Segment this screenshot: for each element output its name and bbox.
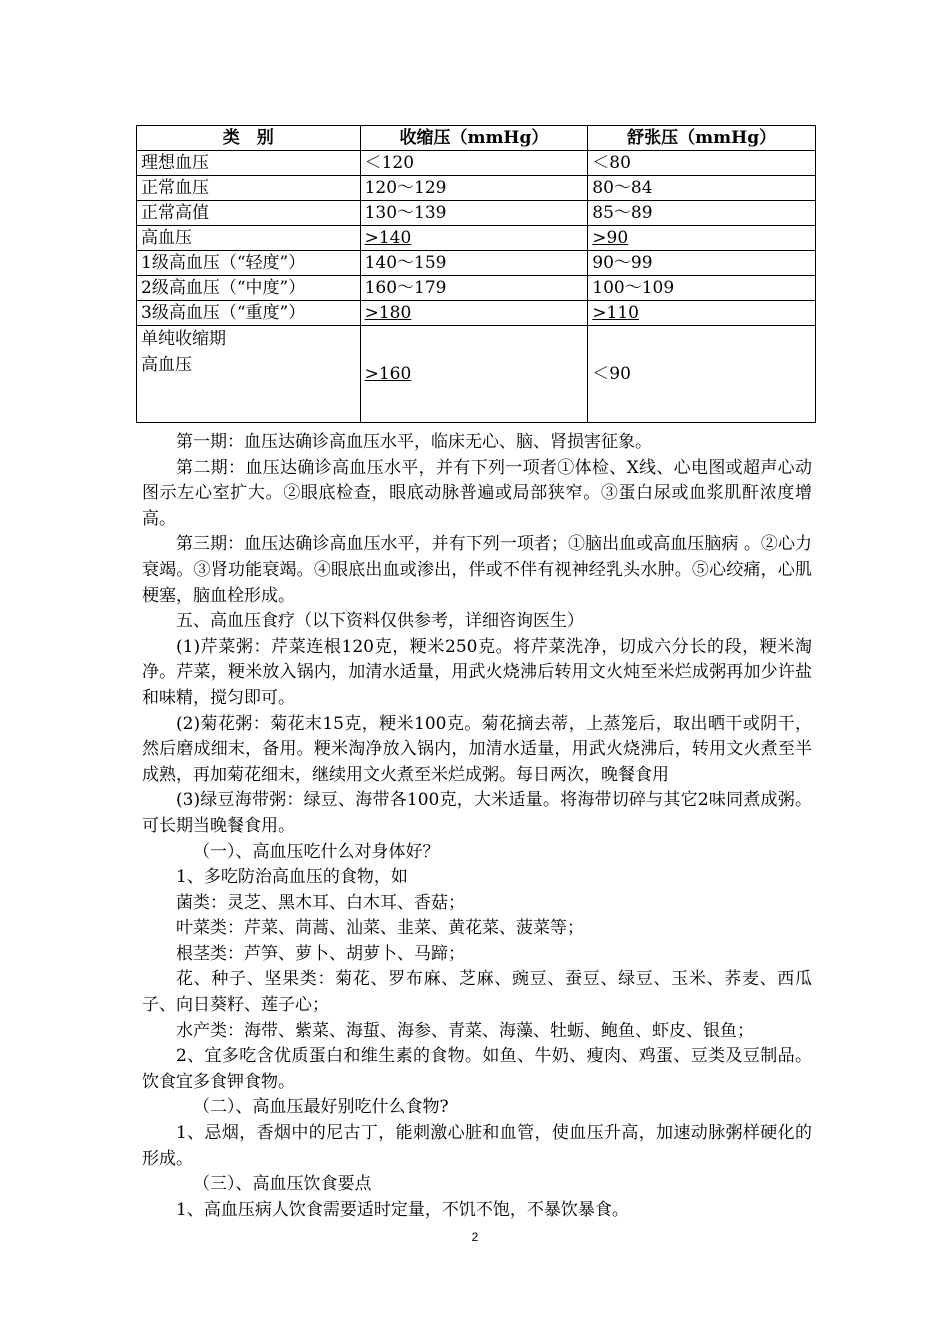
cell-category: 3级高血压（“重度”） [137,301,361,326]
section-heading: 五、高血压食疗（以下资料仅供参考，详细咨询医生） [176,611,584,632]
paragraph: 水产类：海带、紫菜、海蜇、海参、青菜、海藻、牡蛎、鲍鱼、虾皮、银鱼； [176,1020,754,1041]
table-header-row [137,126,816,151]
paragraph: 花、种子、坚果类：菊花、罗布麻、芝麻、豌豆、蚕豆、绿豆、玉米、荞麦、西瓜子、向日葵籽、莲子心； [142,969,812,1016]
paragraph: 根茎类：芦笋、萝卜、胡萝卜、马蹄； [176,943,465,964]
table-row [137,251,816,276]
cell-systolic: ＜120 [360,151,588,176]
paragraph: 2、宜多吃含优质蛋白和维生素的食物。如鱼、牛奶、瘦肉、鸡蛋、豆类及豆制品。饮食宜多食钾食物。 [142,1046,812,1092]
cell-systolic: >160 [360,326,588,423]
section-heading: （二）、高血压最好别吃什么食物? [193,1097,449,1118]
section-heading: （一）、高血压吃什么对身体好？ [193,841,440,862]
paragraph: 第一期：血压达确诊高血压水平，临床无心、脑、肾损害征象。 [176,432,652,452]
paragraph: 菌类：灵芝、黑木耳、白木耳、香菇； [176,892,465,913]
cell-category: 正常血压 [137,176,361,201]
cell-systolic: >180 [360,301,588,326]
cell-diastolic: 80～84 [588,176,816,201]
header-category: 类 别 [137,126,361,151]
page-number: 2 [471,1230,479,1244]
cell-diastolic: 100～109 [588,276,816,301]
cell-category-line: 高血压 [141,355,192,375]
table-row [137,201,816,226]
cell-category-line: 单纯收缩期 [141,329,226,349]
cell-diastolic: >90 [588,226,816,251]
table-row [137,176,816,201]
cell-systolic: 130～139 [360,201,588,226]
header-systolic: 收缩压（mmHg） [360,126,588,151]
cell-diastolic: 85～89 [588,201,816,226]
cell-category: 2级高血压（“中度”） [137,276,361,301]
paragraph: 叶菜类：芹菜、茼蒿、汕菜、韭菜、黄花菜、菠菜等； [176,918,584,939]
paragraph: 1、多吃防治高血压的食物，如 [176,867,408,888]
cell-category: 1级高血压（“轻度”） [137,251,361,276]
cell-systolic: 140～159 [360,251,588,276]
cell-diastolic: ＜80 [588,151,816,176]
paragraph: 第三期：血压达确诊高血压水平，并有下列一项者；①脑出血或高血压脑病 。②心力衰竭。③肾功能衰竭。④眼底出血或渗出，伴或不伴有视神经乳头水肿。⑤心绞痛，心肌梗塞，脑血栓形成。 [142,534,812,606]
cell-systolic: 120～129 [360,176,588,201]
cell-category: 正常高值 [137,201,361,226]
table-row [137,301,816,326]
cell-category [137,326,361,423]
paragraph: (3)绿豆海带粥：绿豆、海带各100克，大米适量。将海带切碎与其它2味同煮成粥。可长期当晚餐食用。 [142,790,812,836]
body-text [142,430,812,1223]
cell-diastolic: 90～99 [588,251,816,276]
table-row [137,151,816,176]
paragraph: (2)菊花粥：菊花末15克，粳米100克。菊花摘去蒂，上蒸笼后，取出晒干或阴干，然后磨成细末，备用。粳米淘净放入锅内，加清水适量，用武火烧沸后，转用文火煮至半成熟，再加菊花细末，继续用文火煮至米烂成粥。每日两次，晚餐食用 [142,713,812,785]
cell-category: 高血压 [137,226,361,251]
blood-pressure-table [136,125,816,423]
cell-systolic: >140 [360,226,588,251]
cell-diastolic: ＜90 [588,326,816,423]
cell-diastolic: >110 [588,301,816,326]
table-row [137,276,816,301]
paragraph: 1、高血压病人饮食需要适时定量，不饥不饱，不暴饮暴食。 [176,1199,629,1220]
table-row [137,326,816,423]
paragraph: (1)芹菜粥：芹菜连根120克，粳米250克。将芹菜洗净，切成六分长的段，粳米淘净。芹菜，粳米放入锅内，加清水适量，用武火烧沸后转用文火炖至米烂成粥再加少许盐和味精，搅匀即可。 [142,636,812,708]
header-diastolic: 舒张压（mmHg） [588,126,816,151]
paragraph: 1、忌烟，香烟中的尼古丁，能刺激心脏和血管，使血压升高，加速动脉粥样硬化的形成。 [142,1123,812,1169]
table-row [137,226,816,251]
cell-systolic: 160～179 [360,276,588,301]
section-heading: （三）、高血压饮食要点 [193,1174,372,1195]
paragraph: 第二期：血压达确诊高血压水平，并有下列一项者①体检、X线、心电图或超声心动图示左心室扩大。②眼底检查，眼底动脉普遍或局部狭窄。③蛋白尿或血浆肌酐浓度增高。 [142,457,812,529]
cell-category: 理想血压 [137,151,361,176]
